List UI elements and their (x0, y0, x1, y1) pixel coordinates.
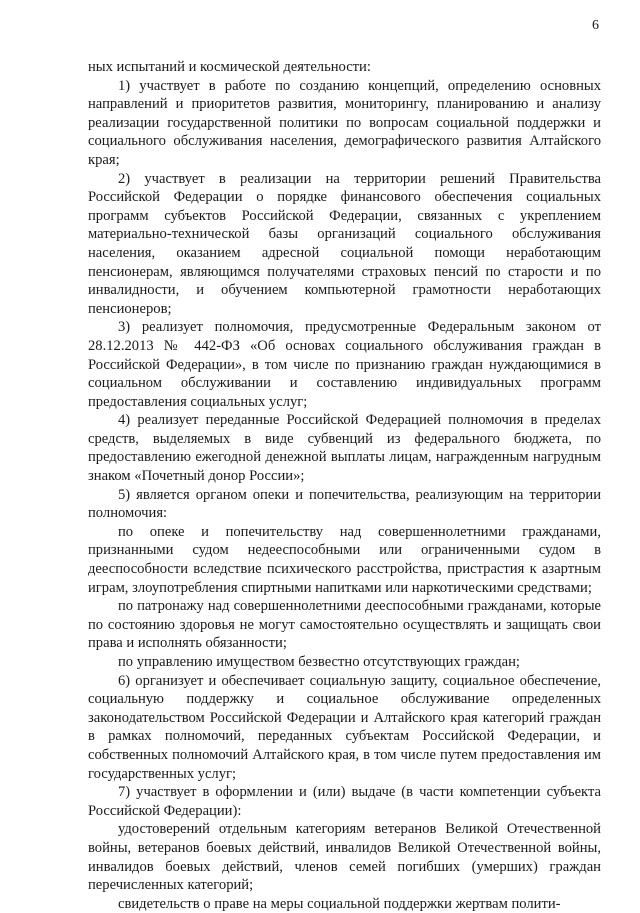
paragraph: 4) реализует переданные Российской Федерацией полномочия в пределах средств, выделяемых в виде субвенций из федерального бюджета, по предоставлению ежегодной денежной выплаты лицам, награжденным нагрудным знаком «Почетный донор России»; (88, 412, 601, 485)
paragraph: 6) организует и обеспечивает социальную защиту, социальное обеспечение, социальную поддержку и социальное обслуживание определенных законодательством Российской Федерации и Алтайского края категорий граждан в рамках полномочий, переданных субъектам Российской Федерации, и собственных полномочий Алтайского края, в том числе путем предоставления им государственных услуг; (88, 672, 601, 782)
paragraph: 2) участвует в реализации на территории решений Правительства Российской Федерации о порядке финансового обеспечения социальных программ субъектов Российской Федерации, связанных с укреплением материально-технической базы организаций социального обслуживания населения, оказанием адресной социальной помощи неработающим пенсионерам, являющимся получателями страховых пенсий по старости и по инвалидности, и обучением компьютерной грамотности неработающих пенсионеров; (88, 170, 601, 317)
paragraph: по опеке и попечительству над совершеннолетними гражданами, признанными судом недееспособными или ограниченными судом в дееспособности вследствие психического расстройства, пристрастия к азартным играм, злоупотребления спиртными напитками или наркотическими средствами; (88, 523, 601, 596)
paragraph: 1) участвует в работе по созданию концепций, определению основных направлений и приоритетов развития, мониторингу, планированию и анализу реализации государственной политики по вопросам социальной поддержки и социального обслуживания населения, демографического развития Алтайского края; (88, 77, 601, 168)
paragraph: удостоверений отдельным категориям ветеранов Великой Отечественной войны, ветеранов боевых действий, инвалидов Великой Отечественной войны, инвалидов боевых действий, членов семей погибших (умерших) граждан перечисленных категорий; (88, 821, 601, 894)
paragraph: по патронажу над совершеннолетними дееспособными гражданами, которые по состоянию здоровья не могут самостоятельно осуществлять и защищать свои права и исполнять обязанности; (88, 598, 601, 652)
paragraph: ных испытаний и космической деятельности: (88, 59, 371, 75)
document-body (88, 58, 601, 913)
paragraph: 5) является органом опеки и попечительства, реализующим на территории полномочия: (88, 486, 601, 522)
paragraph: 7) участвует в оформлении и (или) выдаче (в части компетенции субъекта Российской Федерации): (88, 784, 601, 819)
paragraph: 3) реализует полномочия, предусмотренные Федеральным законом от 28.12.2013 № 442-ФЗ «Об основах социального обслуживания граждан в Российской Федерации», в том числе по признанию граждан нуждающимися в социальном обслуживании и составлению индивидуальных программ предоставления социальных услуг; (88, 319, 601, 410)
page-number: 6 (592, 18, 599, 33)
paragraph: свидетельств о праве на меры социальной поддержки жертвам полити- (118, 895, 561, 912)
paragraph: по управлению имуществом безвестно отсутствующих граждан; (118, 654, 520, 670)
